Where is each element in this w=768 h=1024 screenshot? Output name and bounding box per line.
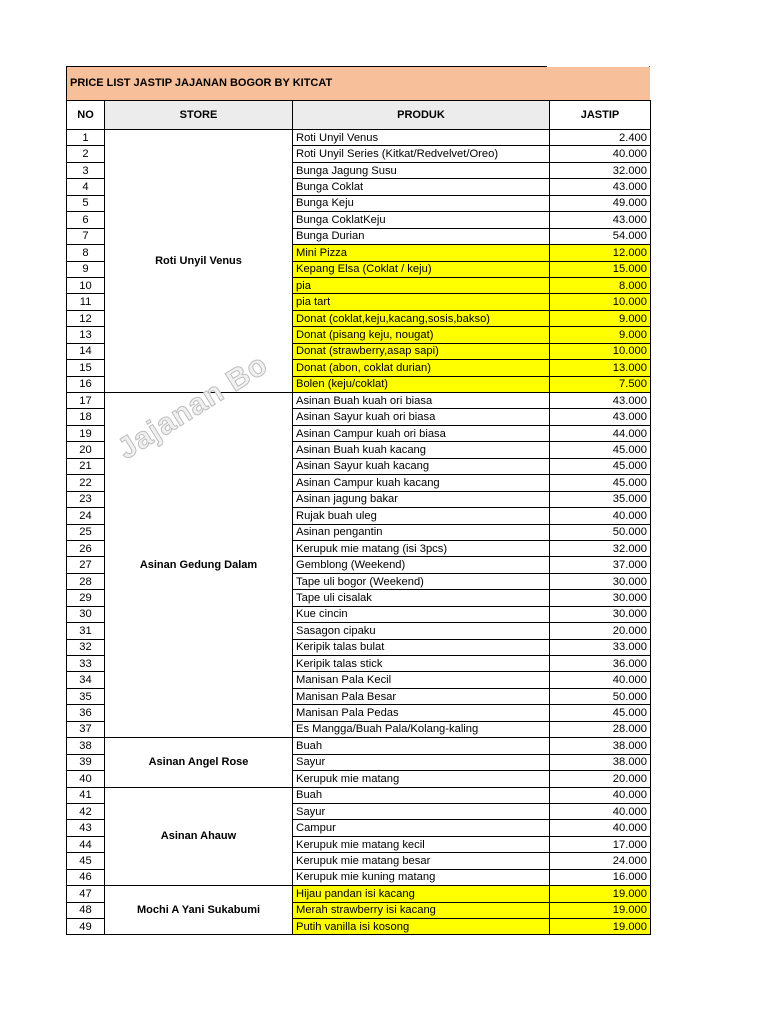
product-name: pia tart — [293, 294, 550, 310]
product-name: Asinan Sayur kuah ori biasa — [293, 409, 550, 425]
product-price: 43.000 — [550, 409, 651, 425]
product-price: 35.000 — [550, 491, 651, 507]
row-number: 23 — [67, 491, 105, 507]
row-number: 49 — [67, 919, 105, 935]
product-price: 16.000 — [550, 869, 651, 885]
row-number: 15 — [67, 360, 105, 376]
row-number: 18 — [67, 409, 105, 425]
product-price: 45.000 — [550, 458, 651, 474]
product-name: Bunga Jagung Susu — [293, 162, 550, 178]
product-name: Asinan jagung bakar — [293, 491, 550, 507]
row-number: 26 — [67, 540, 105, 556]
product-name: Bunga CoklatKeju — [293, 212, 550, 228]
product-name: Putih vanilla isi kosong — [293, 919, 550, 935]
product-price: 30.000 — [550, 573, 651, 589]
row-number: 38 — [67, 738, 105, 754]
row-number: 35 — [67, 688, 105, 704]
product-price: 12.000 — [550, 245, 651, 261]
row-number: 42 — [67, 803, 105, 819]
product-price: 19.000 — [550, 886, 651, 902]
product-name: Asinan pengantin — [293, 524, 550, 540]
row-number: 34 — [67, 672, 105, 688]
product-name: Manisan Pala Kecil — [293, 672, 550, 688]
row-number: 10 — [67, 277, 105, 293]
product-name: Asinan Campur kuah kacang — [293, 475, 550, 491]
row-number: 46 — [67, 869, 105, 885]
row-number: 31 — [67, 623, 105, 639]
product-price: 32.000 — [550, 162, 651, 178]
product-price: 17.000 — [550, 836, 651, 852]
row-number: 30 — [67, 606, 105, 622]
row-number: 9 — [67, 261, 105, 277]
row-number: 2 — [67, 146, 105, 162]
product-name: Bunga Durian — [293, 228, 550, 244]
product-price: 15.000 — [550, 261, 651, 277]
table-row — [67, 738, 651, 754]
row-number: 48 — [67, 902, 105, 918]
product-price: 30.000 — [550, 606, 651, 622]
row-number: 27 — [67, 557, 105, 573]
store-name: Asinan Angel Rose — [105, 738, 293, 787]
row-number: 8 — [67, 245, 105, 261]
product-price: 45.000 — [550, 442, 651, 458]
title-bar — [66, 66, 650, 100]
product-name: Merah strawberry isi kacang — [293, 902, 550, 918]
row-number: 3 — [67, 162, 105, 178]
product-name: Campur — [293, 820, 550, 836]
product-price: 19.000 — [550, 902, 651, 918]
header-jastip: JASTIP — [550, 101, 651, 130]
row-number: 13 — [67, 327, 105, 343]
row-number: 47 — [67, 886, 105, 902]
product-name: Kue cincin — [293, 606, 550, 622]
product-price: 40.000 — [550, 672, 651, 688]
product-name: Donat (abon, coklat durian) — [293, 360, 550, 376]
product-name: Roti Unyil Venus — [293, 130, 550, 146]
product-price: 43.000 — [550, 179, 651, 195]
product-name: Sasagon cipaku — [293, 623, 550, 639]
product-name: Kerupuk mie kuning matang — [293, 869, 550, 885]
row-number: 25 — [67, 524, 105, 540]
product-price: 32.000 — [550, 540, 651, 556]
watermark: Jajanan Bo — [112, 347, 274, 466]
product-name: Manisan Pala Pedas — [293, 705, 550, 721]
price-list-sheet — [66, 66, 650, 935]
row-number: 6 — [67, 212, 105, 228]
product-name: Bolen (keju/coklat) — [293, 376, 550, 392]
product-name: Buah — [293, 738, 550, 754]
product-price: 50.000 — [550, 524, 651, 540]
product-name: Es Mangga/Buah Pala/Kolang-kaling — [293, 721, 550, 737]
row-number: 12 — [67, 310, 105, 326]
store-name: Asinan Gedung Dalam — [105, 393, 293, 738]
product-price: 37.000 — [550, 557, 651, 573]
row-number: 4 — [67, 179, 105, 195]
product-name: Kerupuk mie matang — [293, 771, 550, 787]
store-name: Asinan Ahauw — [105, 787, 293, 886]
product-name: Donat (coklat,keju,kacang,sosis,bakso) — [293, 310, 550, 326]
product-price: 38.000 — [550, 738, 651, 754]
row-number: 43 — [67, 820, 105, 836]
product-price: 33.000 — [550, 639, 651, 655]
product-price: 20.000 — [550, 771, 651, 787]
product-name: Mini Pizza — [293, 245, 550, 261]
product-name: Gemblong (Weekend) — [293, 557, 550, 573]
product-price: 43.000 — [550, 393, 651, 409]
row-number: 17 — [67, 393, 105, 409]
row-number: 45 — [67, 853, 105, 869]
product-price: 2.400 — [550, 130, 651, 146]
table-row — [67, 886, 651, 902]
row-number: 28 — [67, 573, 105, 589]
product-name: Donat (strawberry,asap sapi) — [293, 343, 550, 359]
row-number: 11 — [67, 294, 105, 310]
product-price: 24.000 — [550, 853, 651, 869]
product-name: Asinan Campur kuah ori biasa — [293, 425, 550, 441]
row-number: 39 — [67, 754, 105, 770]
product-name: Bunga Coklat — [293, 179, 550, 195]
table-body — [67, 130, 651, 935]
product-price: 7.500 — [550, 376, 651, 392]
product-price: 40.000 — [550, 508, 651, 524]
product-price: 43.000 — [550, 212, 651, 228]
row-number: 32 — [67, 639, 105, 655]
row-number: 21 — [67, 458, 105, 474]
product-name: Keripik talas bulat — [293, 639, 550, 655]
product-name: Rujak buah uleg — [293, 508, 550, 524]
row-number: 14 — [67, 343, 105, 359]
row-number: 33 — [67, 656, 105, 672]
product-price: 40.000 — [550, 820, 651, 836]
product-price: 45.000 — [550, 475, 651, 491]
product-price: 36.000 — [550, 656, 651, 672]
product-name: Hijau pandan isi kacang — [293, 886, 550, 902]
row-number: 5 — [67, 195, 105, 211]
product-name: Sayur — [293, 803, 550, 819]
product-name: Keripik talas stick — [293, 656, 550, 672]
row-number: 22 — [67, 475, 105, 491]
row-number: 37 — [67, 721, 105, 737]
product-price: 38.000 — [550, 754, 651, 770]
product-name: Tape uli cisalak — [293, 590, 550, 606]
table-row — [67, 787, 651, 803]
product-price: 49.000 — [550, 195, 651, 211]
product-name: Bunga Keju — [293, 195, 550, 211]
product-name: pia — [293, 277, 550, 293]
row-number: 41 — [67, 787, 105, 803]
header-store: STORE — [105, 101, 293, 130]
header-produk: PRODUK — [293, 101, 550, 130]
product-price: 19.000 — [550, 919, 651, 935]
product-price: 20.000 — [550, 623, 651, 639]
product-price: 28.000 — [550, 721, 651, 737]
product-price: 45.000 — [550, 705, 651, 721]
product-price: 10.000 — [550, 294, 651, 310]
product-name: Roti Unyil Series (Kitkat/Redvelvet/Oreo) — [293, 146, 550, 162]
header-no: NO — [67, 101, 105, 130]
store-name: Mochi A Yani Sukabumi — [105, 886, 293, 935]
store-name: Roti Unyil Venus — [105, 130, 293, 393]
product-price: 10.000 — [550, 343, 651, 359]
row-number: 40 — [67, 771, 105, 787]
product-name: Buah — [293, 787, 550, 803]
row-number: 20 — [67, 442, 105, 458]
row-number: 29 — [67, 590, 105, 606]
product-price: 9.000 — [550, 310, 651, 326]
product-name: Donat (pisang keju, nougat) — [293, 327, 550, 343]
table-row — [67, 130, 651, 146]
product-name: Kerupuk mie matang (isi 3pcs) — [293, 540, 550, 556]
table-row — [67, 393, 651, 409]
product-name: Kerupuk mie matang kecil — [293, 836, 550, 852]
product-name: Manisan Pala Besar — [293, 688, 550, 704]
page-title: PRICE LIST JASTIP JAJANAN BOGOR BY KITCAT — [70, 77, 333, 89]
product-price: 54.000 — [550, 228, 651, 244]
product-price: 40.000 — [550, 146, 651, 162]
row-number: 1 — [67, 130, 105, 146]
product-price: 30.000 — [550, 590, 651, 606]
product-name: Asinan Buah kuah ori biasa — [293, 393, 550, 409]
row-number: 24 — [67, 508, 105, 524]
product-price: 50.000 — [550, 688, 651, 704]
product-name: Asinan Buah kuah kacang — [293, 442, 550, 458]
product-price: 44.000 — [550, 425, 651, 441]
header-row — [67, 101, 651, 130]
product-name: Asinan Sayur kuah kacang — [293, 458, 550, 474]
product-price: 40.000 — [550, 803, 651, 819]
row-number: 7 — [67, 228, 105, 244]
product-name: Sayur — [293, 754, 550, 770]
product-name: Kerupuk mie matang besar — [293, 853, 550, 869]
row-number: 16 — [67, 376, 105, 392]
product-price: 9.000 — [550, 327, 651, 343]
row-number: 19 — [67, 425, 105, 441]
product-name: Tape uli bogor (Weekend) — [293, 573, 550, 589]
product-price: 8.000 — [550, 277, 651, 293]
product-price: 40.000 — [550, 787, 651, 803]
product-name: Kepang Elsa (Coklat / keju) — [293, 261, 550, 277]
row-number: 44 — [67, 836, 105, 852]
product-price: 13.000 — [550, 360, 651, 376]
row-number: 36 — [67, 705, 105, 721]
price-table — [66, 100, 651, 935]
